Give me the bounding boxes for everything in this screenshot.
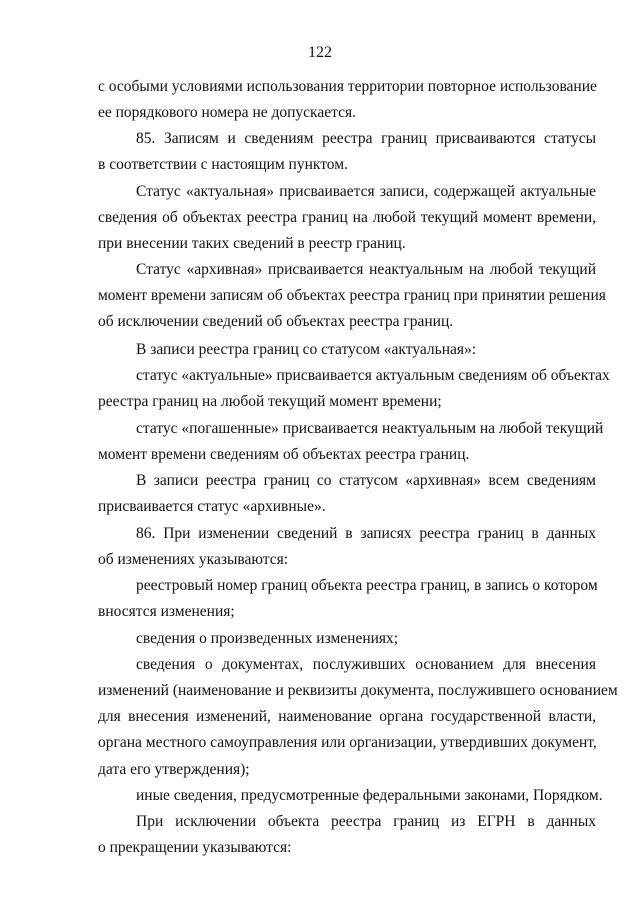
text-line: статус «погашенные» присваивается неактуальным на любой текущий	[136, 420, 604, 437]
text-line: момент времени записям об объектах реестра границ при принятии решения	[98, 287, 606, 304]
text-line: сведения об объектах реестра границ на любой текущий момент времени,	[98, 209, 596, 226]
text-line: реестра границ на любой текущий момент времени;	[98, 393, 442, 410]
text-line: дата его утверждения);	[98, 761, 250, 778]
text-line: сведения о документах, послуживших основанием для внесения	[136, 656, 596, 673]
text-line: статус «актуальные» присваивается актуальным сведениям об объектах	[136, 367, 610, 384]
text-line: 86. При изменении сведений в записях реестра границ в данных	[136, 525, 596, 542]
text-line: присваивается статус «архивные».	[98, 498, 326, 515]
text-line: при внесении таких сведений в реестр границ.	[98, 235, 406, 252]
page-number: 122	[308, 44, 332, 61]
text-line: об исключении сведений об объектах реестра границ.	[98, 313, 454, 330]
text-line: органа местного самоуправления или организации, утвердивших документ,	[98, 734, 597, 751]
text-line: изменений (наименование и реквизиты документа, послужившего основанием	[98, 682, 618, 699]
text-line: об изменениях указываются:	[98, 551, 289, 568]
text-line: вносятся изменения;	[98, 603, 235, 620]
text-line: в соответствии с настоящим пунктом.	[98, 156, 348, 173]
text-line: для внесения изменений, наименование органа государственной власти,	[98, 708, 596, 725]
text-line: ее порядкового номера не допускается.	[98, 104, 356, 121]
text-line: В записи реестра границ со статусом «архивная» всем сведениям	[136, 472, 596, 489]
text-line: Статус «архивная» присваивается неактуальным на любой текущий	[136, 261, 596, 278]
text-line: момент времени сведениям об объектах реестра границ.	[98, 446, 470, 463]
text-line: с особыми условиями использования территории повторное использование	[98, 78, 597, 95]
text-line: В записи реестра границ со статусом «актуальная»:	[136, 341, 477, 358]
text-line: о прекращении указываются:	[98, 839, 292, 856]
text-line: При исключении объекта реестра границ из ЕГРН в данных	[136, 813, 596, 830]
text-line: сведения о произведенных изменениях;	[136, 630, 399, 647]
text-line: иные сведения, предусмотренные федеральными законами, Порядком.	[136, 787, 603, 804]
text-line: реестровый номер границ объекта реестра границ, в запись о котором	[136, 577, 598, 594]
text-line: 85. Записям и сведениям реестра границ присваиваются статусы	[136, 130, 596, 147]
text-line: Статус «актуальная» присваивается записи, содержащей актуальные	[136, 183, 596, 200]
